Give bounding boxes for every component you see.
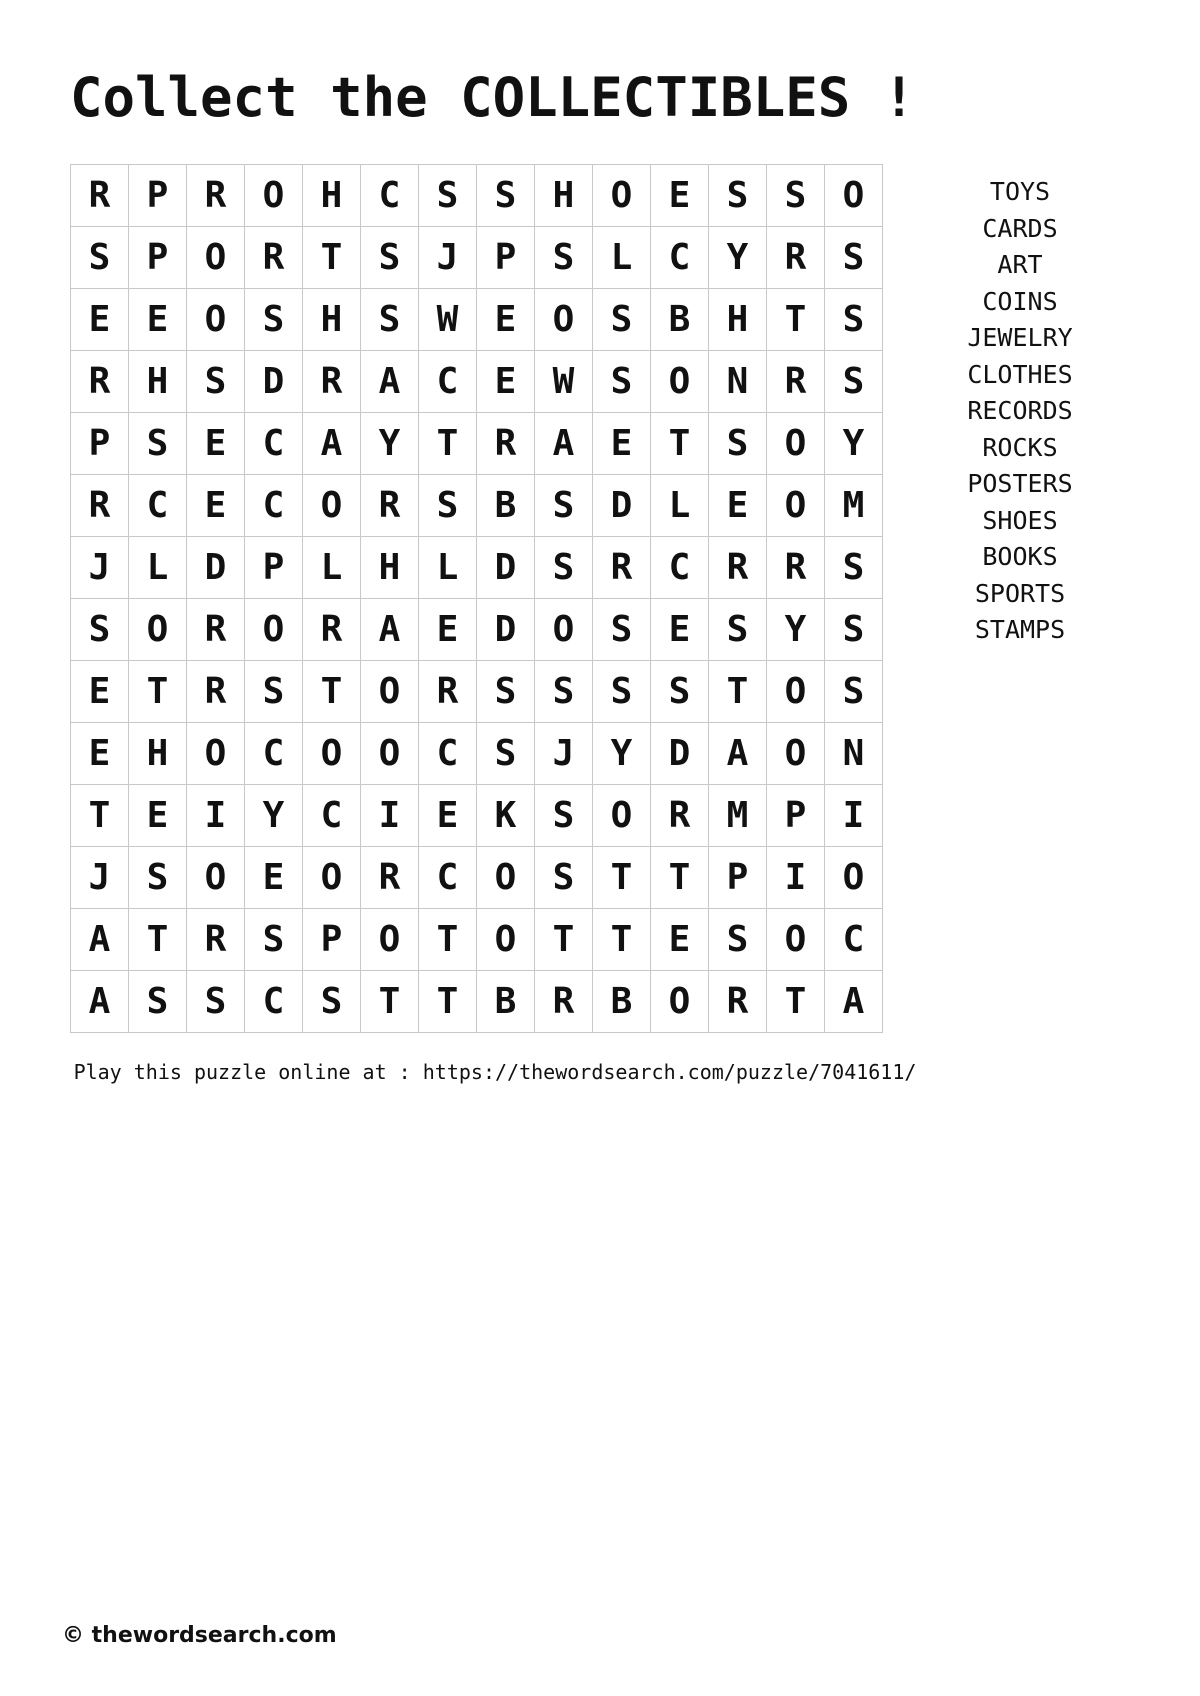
grid-cell: L: [129, 537, 187, 599]
word-list-item: ROCKS: [982, 432, 1058, 462]
grid-cell: C: [245, 475, 303, 537]
grid-cell: S: [477, 165, 535, 227]
grid-cell: H: [129, 351, 187, 413]
grid-cell: E: [593, 413, 651, 475]
grid-row: [71, 537, 883, 599]
grid-cell: D: [245, 351, 303, 413]
grid-cell: A: [71, 909, 129, 971]
grid-cell: S: [535, 847, 593, 909]
grid-cell: C: [825, 909, 883, 971]
grid-cell: B: [651, 289, 709, 351]
grid-row: [71, 971, 883, 1033]
grid-cell: W: [535, 351, 593, 413]
grid-cell: E: [129, 785, 187, 847]
grid-cell: O: [303, 475, 361, 537]
grid-cell: R: [187, 599, 245, 661]
grid-cell: S: [535, 661, 593, 723]
grid-cell: O: [593, 165, 651, 227]
grid-cell: E: [477, 351, 535, 413]
grid-cell: P: [709, 847, 767, 909]
grid-cell: S: [593, 289, 651, 351]
word-list-item: SPORTS: [974, 578, 1066, 608]
grid-cell: R: [187, 909, 245, 971]
grid-cell: S: [709, 413, 767, 475]
grid-cell: I: [361, 785, 419, 847]
grid-cell: H: [303, 165, 361, 227]
word-list-item: SHOES: [982, 505, 1058, 535]
grid-cell: S: [71, 227, 129, 289]
grid-cell: J: [419, 227, 477, 289]
grid-cell: S: [187, 971, 245, 1033]
grid-cell: S: [825, 289, 883, 351]
grid-cell: T: [419, 413, 477, 475]
grid-row: [71, 475, 883, 537]
grid-cell: S: [825, 227, 883, 289]
word-search-grid: [70, 164, 883, 1033]
grid-cell: R: [303, 351, 361, 413]
grid-cell: E: [477, 289, 535, 351]
grid-cell: O: [477, 909, 535, 971]
grid-cell: O: [245, 165, 303, 227]
grid-cell: C: [245, 413, 303, 475]
grid-row: [71, 289, 883, 351]
grid-cell: C: [419, 847, 477, 909]
grid-cell: C: [419, 351, 477, 413]
grid-cell: R: [71, 351, 129, 413]
grid-cell: R: [709, 537, 767, 599]
grid-cell: S: [129, 413, 187, 475]
grid-cell: R: [651, 785, 709, 847]
grid-cell: E: [709, 475, 767, 537]
grid-cell: S: [419, 165, 477, 227]
grid-cell: O: [535, 289, 593, 351]
grid-cell: S: [709, 599, 767, 661]
grid-cell: A: [361, 599, 419, 661]
grid-cell: C: [361, 165, 419, 227]
grid-cell: N: [825, 723, 883, 785]
grid-row: [71, 909, 883, 971]
grid-cell: R: [709, 971, 767, 1033]
grid-cell: S: [709, 909, 767, 971]
grid-cell: L: [303, 537, 361, 599]
grid-cell: T: [419, 971, 477, 1033]
grid-cell: O: [767, 475, 825, 537]
grid-cell: O: [245, 599, 303, 661]
grid-row: [71, 165, 883, 227]
grid-cell: S: [361, 289, 419, 351]
grid-row: [71, 847, 883, 909]
grid-cell: T: [593, 909, 651, 971]
grid-row: [71, 661, 883, 723]
grid-cell: S: [477, 723, 535, 785]
grid-cell: E: [71, 661, 129, 723]
grid-cell: H: [361, 537, 419, 599]
word-list-item: JEWELRY: [967, 323, 1073, 352]
word-list: [940, 174, 1100, 649]
grid-row: [71, 413, 883, 475]
grid-cell: K: [477, 785, 535, 847]
grid-cell: Y: [593, 723, 651, 785]
grid-cell: H: [303, 289, 361, 351]
grid-cell: R: [245, 227, 303, 289]
grid-cell: J: [71, 537, 129, 599]
grid-cell: R: [361, 847, 419, 909]
grid-cell: P: [129, 227, 187, 289]
grid-cell: E: [419, 785, 477, 847]
grid-row: [71, 599, 883, 661]
grid-cell: Y: [825, 413, 883, 475]
brand-copyright: © thewordsearch.com: [62, 1623, 337, 1648]
grid-cell: R: [767, 351, 825, 413]
grid-cell: Y: [245, 785, 303, 847]
grid-cell: W: [419, 289, 477, 351]
grid-cell: S: [593, 599, 651, 661]
grid-cell: E: [651, 599, 709, 661]
grid-cell: I: [825, 785, 883, 847]
grid-cell: O: [825, 165, 883, 227]
grid-cell: S: [187, 351, 245, 413]
grid-cell: S: [709, 165, 767, 227]
grid-cell: S: [245, 289, 303, 351]
grid-cell: H: [709, 289, 767, 351]
grid-cell: T: [129, 909, 187, 971]
grid-cell: C: [419, 723, 477, 785]
grid-cell: R: [767, 537, 825, 599]
grid-cell: D: [477, 599, 535, 661]
grid-cell: R: [477, 413, 535, 475]
grid-cell: T: [303, 661, 361, 723]
grid-cell: Y: [767, 599, 825, 661]
grid-cell: D: [477, 537, 535, 599]
grid-cell: R: [419, 661, 477, 723]
grid-cell: A: [361, 351, 419, 413]
grid-cell: R: [71, 165, 129, 227]
grid-cell: O: [651, 971, 709, 1033]
grid-cell: D: [187, 537, 245, 599]
grid-cell: O: [187, 289, 245, 351]
grid-cell: E: [71, 723, 129, 785]
grid-cell: B: [477, 475, 535, 537]
grid-cell: J: [71, 847, 129, 909]
grid-cell: T: [71, 785, 129, 847]
word-list-item: STAMPS: [974, 615, 1066, 644]
grid-cell: O: [187, 227, 245, 289]
word-list-item: COINS: [982, 286, 1058, 316]
grid-cell: A: [535, 413, 593, 475]
grid-cell: T: [535, 909, 593, 971]
grid-cell: E: [187, 475, 245, 537]
grid-cell: L: [419, 537, 477, 599]
grid-cell: J: [535, 723, 593, 785]
grid-cell: A: [303, 413, 361, 475]
grid-cell: S: [535, 227, 593, 289]
grid-cell: B: [477, 971, 535, 1033]
grid-cell: S: [593, 661, 651, 723]
grid-cell: A: [709, 723, 767, 785]
grid-cell: D: [593, 475, 651, 537]
grid-cell: S: [825, 661, 883, 723]
grid-cell: D: [651, 723, 709, 785]
grid-cell: I: [767, 847, 825, 909]
grid-cell: E: [651, 165, 709, 227]
word-list-item: CLOTHES: [967, 359, 1073, 389]
grid-cell: O: [535, 599, 593, 661]
grid-cell: H: [535, 165, 593, 227]
grid-cell: L: [651, 475, 709, 537]
grid-cell: O: [187, 723, 245, 785]
grid-cell: A: [71, 971, 129, 1033]
grid-cell: C: [129, 475, 187, 537]
grid-cell: T: [419, 909, 477, 971]
grid-cell: Y: [361, 413, 419, 475]
grid-cell: S: [129, 847, 187, 909]
grid-cell: I: [187, 785, 245, 847]
grid-cell: E: [245, 847, 303, 909]
grid-cell: R: [187, 661, 245, 723]
grid-cell: O: [361, 723, 419, 785]
grid-cell: T: [767, 289, 825, 351]
grid-cell: S: [419, 475, 477, 537]
grid-cell: T: [709, 661, 767, 723]
grid-cell: S: [651, 661, 709, 723]
grid-cell: P: [71, 413, 129, 475]
word-list-item: CARDS: [982, 213, 1058, 243]
grid-cell: O: [767, 723, 825, 785]
grid-cell: Y: [709, 227, 767, 289]
word-list-item: TOYS: [989, 177, 1051, 206]
grid-cell: O: [825, 847, 883, 909]
grid-cell: P: [303, 909, 361, 971]
grid-cell: S: [767, 165, 825, 227]
word-list-item: ART: [997, 250, 1043, 279]
grid-cell: C: [303, 785, 361, 847]
grid-cell: O: [593, 785, 651, 847]
grid-cell: O: [303, 847, 361, 909]
grid-cell: S: [303, 971, 361, 1033]
grid-cell: O: [477, 847, 535, 909]
grid-cell: S: [71, 599, 129, 661]
grid-cell: O: [651, 351, 709, 413]
grid-cell: R: [71, 475, 129, 537]
grid-cell: S: [129, 971, 187, 1033]
grid-cell: A: [825, 971, 883, 1033]
grid-cell: R: [535, 971, 593, 1033]
grid-cell: S: [535, 537, 593, 599]
grid-cell: O: [303, 723, 361, 785]
grid-cell: P: [477, 227, 535, 289]
grid-cell: O: [767, 661, 825, 723]
grid-cell: R: [361, 475, 419, 537]
grid-cell: S: [477, 661, 535, 723]
grid-cell: C: [651, 227, 709, 289]
grid-row: [71, 351, 883, 413]
grid-cell: T: [651, 847, 709, 909]
grid-cell: S: [825, 351, 883, 413]
grid-cell: N: [709, 351, 767, 413]
grid-cell: O: [361, 909, 419, 971]
grid-cell: S: [245, 909, 303, 971]
grid-row: [71, 723, 883, 785]
grid-cell: S: [361, 227, 419, 289]
grid-cell: C: [245, 971, 303, 1033]
grid-cell: O: [767, 413, 825, 475]
word-list-item: BOOKS: [982, 542, 1058, 571]
grid-cell: E: [651, 909, 709, 971]
grid-cell: S: [245, 661, 303, 723]
grid-cell: S: [535, 475, 593, 537]
grid-cell: O: [187, 847, 245, 909]
grid-cell: C: [245, 723, 303, 785]
grid-cell: O: [129, 599, 187, 661]
grid-cell: E: [129, 289, 187, 351]
grid-cell: T: [767, 971, 825, 1033]
grid-row: [71, 785, 883, 847]
grid-cell: M: [709, 785, 767, 847]
grid-cell: B: [593, 971, 651, 1033]
grid-cell: S: [535, 785, 593, 847]
grid-cell: T: [303, 227, 361, 289]
puzzle-title: Collect the COLLECTIBLES !: [70, 66, 916, 129]
grid-cell: P: [767, 785, 825, 847]
grid-cell: O: [767, 909, 825, 971]
grid-cell: R: [303, 599, 361, 661]
grid-cell: T: [651, 413, 709, 475]
grid-cell: R: [187, 165, 245, 227]
grid-cell: T: [129, 661, 187, 723]
grid-cell: R: [767, 227, 825, 289]
grid-cell: P: [129, 165, 187, 227]
word-list-item: RECORDS: [967, 396, 1073, 425]
word-list-item: POSTERS: [967, 469, 1073, 498]
grid-cell: S: [825, 537, 883, 599]
grid-cell: L: [593, 227, 651, 289]
grid-cell: S: [825, 599, 883, 661]
grid-cell: E: [419, 599, 477, 661]
grid-row: [71, 227, 883, 289]
grid-cell: P: [245, 537, 303, 599]
grid-cell: R: [593, 537, 651, 599]
grid-cell: T: [361, 971, 419, 1033]
grid-cell: E: [71, 289, 129, 351]
grid-cell: H: [129, 723, 187, 785]
grid-cell: O: [361, 661, 419, 723]
grid-cell: M: [825, 475, 883, 537]
grid-cell: T: [593, 847, 651, 909]
grid-cell: E: [187, 413, 245, 475]
grid-cell: S: [593, 351, 651, 413]
grid-cell: C: [651, 537, 709, 599]
play-online-text: Play this puzzle online at : https://thewordsearch.com/puzzle/7041611/: [73, 1060, 917, 1084]
